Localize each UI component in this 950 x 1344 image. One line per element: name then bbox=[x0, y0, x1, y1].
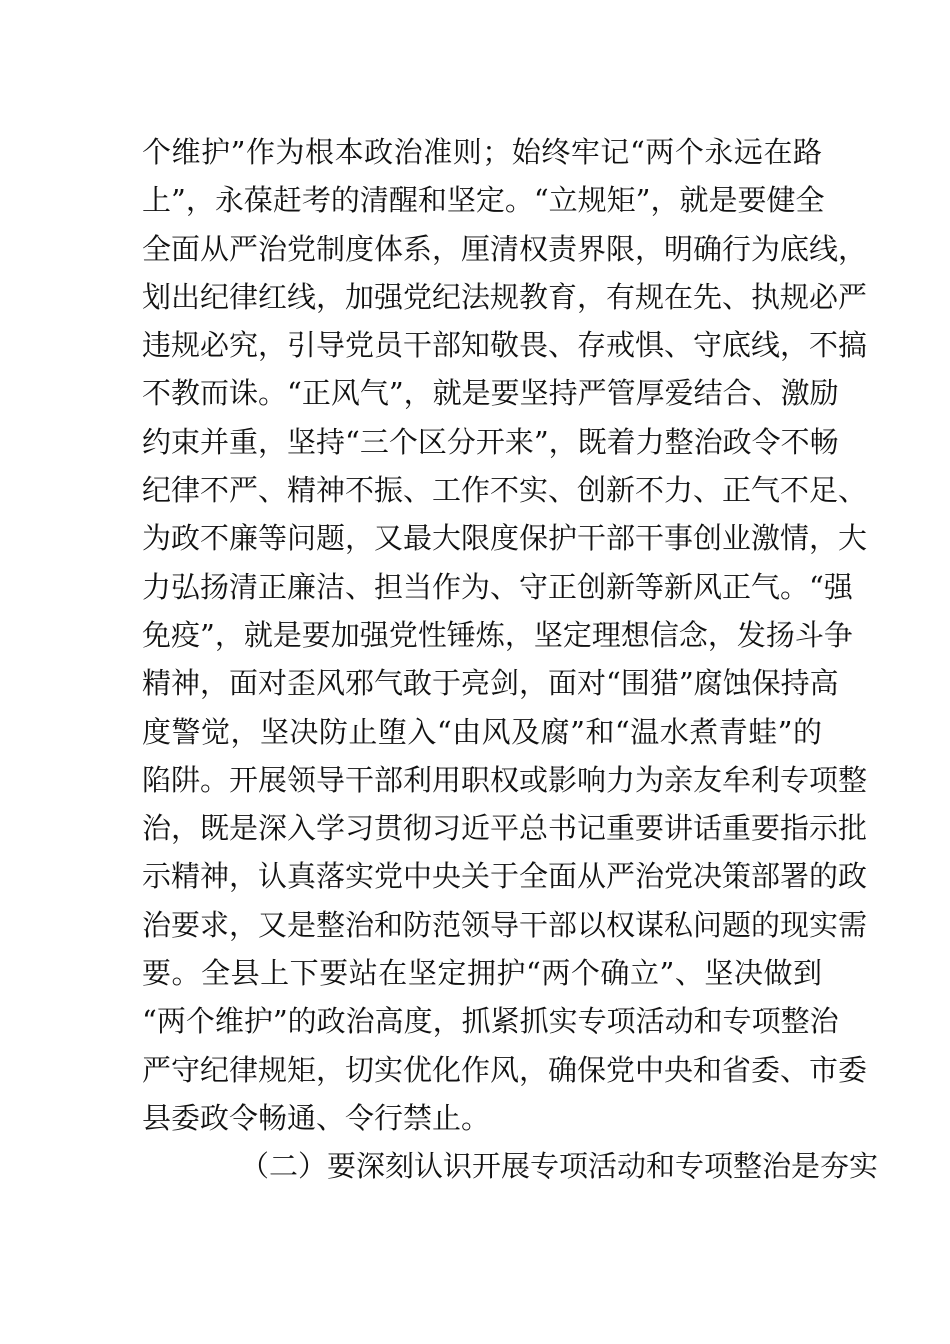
text-line-18: 要。全县上下要站在坚定拥护“两个确立”、坚决做到 bbox=[142, 956, 822, 991]
text-line-6: 不教而诛。“正风气”，就是要坚持严管厚爱结合、激励 bbox=[142, 376, 839, 411]
text-line-1: 个维护”作为根本政治准则；始终牢记“两个永远在路 bbox=[142, 135, 822, 169]
text-line-5: 违规必究，引导党员干部知敬畏、存戒惧、守底线，不搞 bbox=[142, 328, 868, 363]
text-line-20: 严守纪律规矩，切实优化作风，确保党中央和省委、市委 bbox=[142, 1052, 868, 1087]
text-line-8: 纪律不严、精神不振、工作不实、创新不力、正气不足、 bbox=[142, 473, 868, 508]
text-line-3: 全面从严治党制度体系，厘清权责界限，明确行为底线， bbox=[142, 231, 868, 266]
text-line-7: 约束并重，坚持“三个区分开来”，既着力整治政令不畅 bbox=[142, 424, 839, 459]
text-line-10: 力弘扬清正廉洁、担当作为、守正创新等新风正气。“强 bbox=[142, 569, 853, 604]
text-line-2: 上”，永葆赶考的清醒和坚定。“立规矩”，就是要健全 bbox=[142, 183, 825, 218]
text-line-15: 治，既是深入学习贯彻习近平总书记重要讲话重要指示批 bbox=[142, 811, 868, 846]
text-line-4: 划出纪律红线，加强党纪法规教育，有规在先、执规必严 bbox=[142, 279, 868, 314]
text-line-9: 为政不廉等问题，又最大限度保护干部干事创业激情，大 bbox=[142, 521, 868, 556]
text-line-21: 县委政令畅通、令行禁止。 bbox=[142, 1100, 491, 1135]
text-line-11: 免疫”，就是要加强党性锤炼，坚定理想信念，发扬斗争 bbox=[142, 617, 853, 652]
text-line-17: 治要求，又是整治和防范领导干部以权谋私问题的现实需 bbox=[142, 907, 868, 942]
body-text bbox=[142, 128, 879, 1191]
text-line-16: 示精神，认真落实党中央关于全面从严治党决策部署的政 bbox=[142, 859, 868, 894]
text-line-12: 精神，面对歪风邪气敢于亮剑，面对“围猎”腐蚀保持高 bbox=[142, 666, 839, 701]
text-line-14: 陷阱。开展领导干部利用职权或影响力为亲友牟利专项整 bbox=[142, 762, 868, 797]
section-heading: （二）要深刻认识开展专项活动和专项整治是夯实 bbox=[240, 1149, 879, 1184]
text-line-13: 度警觉，坚决防止堕入“由风及腐”和“温水煮青蛙”的 bbox=[142, 714, 822, 749]
text-line-19: “两个维护”的政治高度，抓紧抓实专项活动和专项整治 bbox=[142, 1004, 839, 1039]
